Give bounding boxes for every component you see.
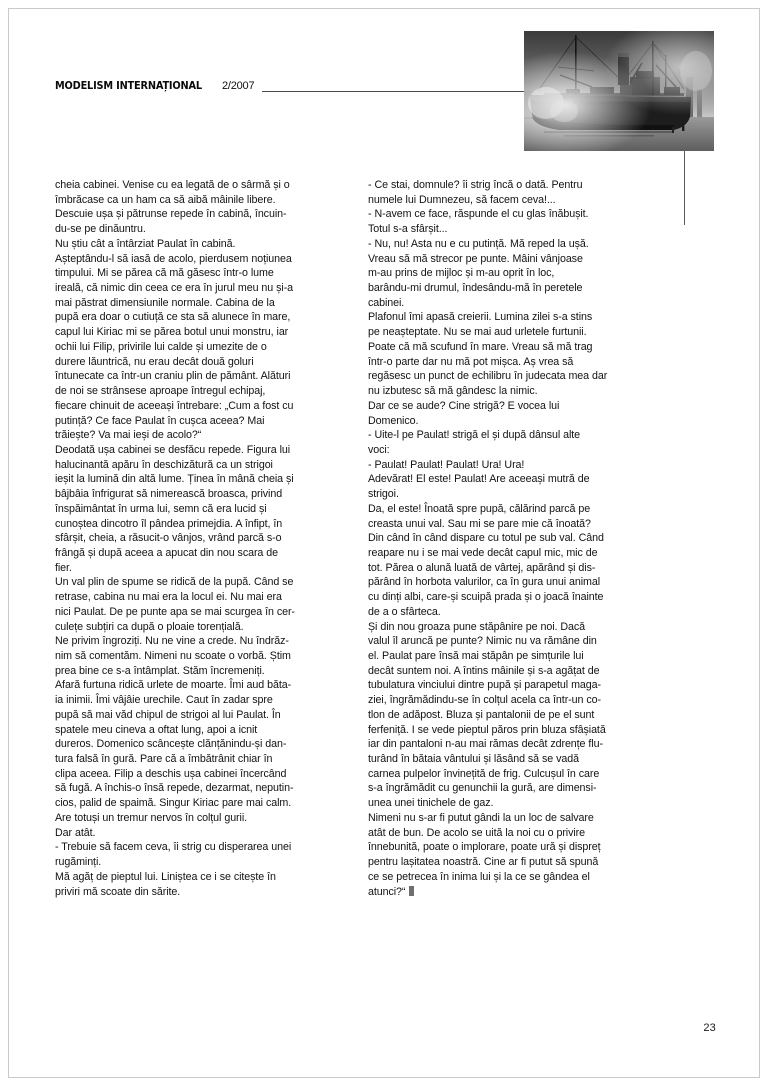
body-line: înspăimântat în urma lui, semn că era lucid și — [55, 502, 267, 515]
body-line: sfârșit, cheia, a răsucit-o vânjos, vrând parcă s-o — [55, 532, 282, 545]
body-line: cios, palid de spaimă. Singur Kiriac pare mai calm. — [55, 797, 292, 810]
body-line: putință? Ce face Paulat în cușca aceea? Mai — [55, 414, 265, 427]
body-line: creasta unui val. Sau mi se pare mie că înoată? — [368, 517, 591, 530]
body-line: fier. — [55, 561, 72, 574]
body-line: ce se petrecea în inima lui și la ce se gândea el — [368, 870, 590, 883]
body-line: nu izbutesc să mă gândesc la nimic. — [368, 385, 538, 398]
body-line: frângă și după aceea a apucat din nou scara de — [55, 546, 279, 559]
body-line: ferfeniță. I se vede pieptul păros prin bluza sfâșiată — [368, 723, 606, 736]
body-line: Are totuși un tremur nervos în colțul gurii. — [55, 811, 248, 824]
body-line: atât de bun. De acolo se uită la noi cu o privire — [368, 826, 585, 839]
body-line: Nimeni nu s-ar fi putut gândi la un loc de salvare — [368, 811, 594, 824]
body-line: Totul s-a sfârșit... — [368, 223, 448, 236]
body-line: barându-mi drumul, îndesându-mă în peretele — [368, 282, 583, 295]
end-of-article-mark — [409, 886, 414, 896]
body-line: nici Paulat. De pe punte apa se mai scurgea în cer- — [55, 605, 295, 618]
body-line: bâjbâia înfrigurat să nimerească broasca, privind — [55, 488, 283, 501]
body-line: pupă să mai văd chipul de strigoi al lui Paulat. În — [55, 708, 281, 721]
masthead-title: MODELISM INTERNAȚIONAL — [55, 80, 202, 92]
body-line: atunci?“ — [368, 885, 680, 900]
body-line: Așteptându-l să iasă de acolo, pierdusem noțiunea — [55, 252, 292, 265]
body-line: - N-avem ce face, răspunde el cu glas înăbușit. — [368, 208, 589, 221]
body-line: Afară furtuna ridică urlete de moarte. Îmi aud băta- — [55, 679, 292, 692]
body-line: ieșit la lumină din altă lume. Ținea în mână cheia și — [55, 473, 294, 486]
body-line: capul lui Kiriac mi se părea botul unui monstru, iar — [55, 326, 289, 339]
body-line: pe neașteptate. Nu se mai aud urletele furtunii. — [368, 326, 587, 339]
body-line: decât suntem noi. A întins mâinile și s-a agățat de — [368, 664, 600, 677]
body-line: s-a îngrămădit cu genunchii la gură, are dimensi- — [368, 782, 597, 795]
body-line: - Trebuie să facem ceva, îi strig cu disperarea unei — [55, 841, 292, 854]
body-line: Plafonul îmi apasă creierii. Lumina zilei s-a stins — [368, 311, 593, 324]
body-line: ia inimii. Îmi vâjâie urechile. Caut în zadar spre — [55, 694, 273, 707]
body-line: Descuie ușa și pătrunse repede în cabină, încuin- — [55, 208, 287, 221]
body-line: Ne privim îngroziți. Nu ne vine a crede. Nu îndrăz- — [55, 635, 289, 648]
body-line: cu dinți albi, care-și scuipă prada și o joacă înainte — [368, 591, 604, 604]
body-line: înnebunită, poate o implorare, poate ură și dispreț — [368, 841, 601, 854]
masthead — [55, 80, 254, 92]
body-line: ochii lui Filip, privirile lui calde și umezite de o — [55, 340, 267, 353]
steamship-illustration — [524, 31, 714, 151]
body-line: - Nu, nu! Asta nu e cu putință. Mă reped la ușă. — [368, 237, 589, 250]
body-line: m-au prins de mijloc și m-au oprit în loc, — [368, 267, 555, 280]
figure-leader-line — [684, 151, 685, 225]
body-line: clipa aceea. Filip a deschis ușa cabinei încercând — [55, 767, 287, 780]
body-line: Adevărat! El este! Paulat! Are aceeași mutră de — [368, 473, 590, 486]
body-line: valul îl aruncă pe punte? Nimic nu va rămâne din — [368, 635, 597, 648]
body-line: timpului. Mi se părea că mă găsesc într-o lume — [55, 267, 274, 280]
body-line: unea unei tinichele de gaz. — [368, 797, 494, 810]
body-line: el. Paulat pare însă mai stăpân pe simțurile lui — [368, 650, 584, 662]
body-line: pupă era doar o cutiuță ce sta să alunece în mare, — [55, 311, 291, 324]
body-line: halucinantă apăru în deschizătură ca un strigoi — [55, 458, 273, 471]
body-line: Poate că mă scufund în mare. Vreau să mă trag — [368, 340, 593, 353]
body-line: regăsesc un punct de echilibru în judecata mea dar — [368, 370, 608, 383]
body-line: să fugă. A închis-o însă repede, dezarmat, neputin- — [55, 782, 294, 795]
body-line: numele lui Dumnezeu, să facem ceva!... — [368, 193, 556, 206]
body-line: nim să comentăm. Nimeni nu scoate o vorbă. Știm — [55, 650, 291, 662]
body-line: - Uite-l pe Paulat! strigă el și după dânsul alte — [368, 429, 581, 442]
body-line: de noi se strânsese aproape întregul echipaj, — [55, 385, 266, 398]
steamship-photo — [524, 31, 714, 151]
body-line: cheia cabinei. Venise cu ea legată de o sârmă și o — [55, 179, 290, 191]
body-line: Mă agăț de pieptul lui. Liniștea ce i se citește în — [55, 870, 276, 883]
body-line: culețe subțiri ca după o ploaie torențială. — [55, 620, 244, 633]
body-line: prea bine ce s-a întâmplat. Stăm încremeniți. — [55, 664, 265, 677]
body-line: fiecare chinuit de aceeași întrebare: „Cum a fost cu — [55, 399, 294, 412]
body-line: întunecate ca într-un craniu plin de pământ. Alături — [55, 370, 291, 383]
text-column-right — [368, 178, 680, 899]
body-line: de a o sfârteca. — [368, 605, 441, 618]
body-line: Un val plin de spume se ridică de la pupă. Când se — [55, 576, 294, 589]
body-line: Domenico. — [368, 414, 419, 427]
body-line: tot. Părea o alună luată de vârtej, apărând și dis- — [368, 561, 596, 574]
body-line: cabinei. — [368, 296, 405, 309]
column-right-text — [368, 178, 680, 899]
body-line: Nu știu cât a întârziat Paulat în cabină. — [55, 237, 236, 250]
body-line: voci: — [368, 443, 390, 456]
body-line: Da, el este! Înoată spre pupă, călărind parcă pe — [368, 502, 591, 515]
column-left-text — [55, 178, 355, 899]
body-line: reapare nu i se mai vede decât capul mic, mic de — [368, 546, 598, 559]
body-line: ireală, că nimic din ceea ce era în jurul meu nu și-a — [55, 282, 294, 295]
body-line: - Paulat! Paulat! Paulat! Ura! Ura! — [368, 458, 525, 471]
text-column-left — [55, 178, 355, 899]
body-line: Dar atât. — [55, 826, 96, 839]
body-line: - Ce stai, domnule? îi strig încă o dată. Pentru — [368, 179, 583, 191]
body-line: mai păstrat dimensiunile normale. Cabina de la — [55, 296, 275, 309]
body-line: Dar ce se aude? Cine strigă? E vocea lui — [368, 399, 560, 412]
page-number: 23 — [703, 1022, 716, 1034]
body-line: într-o parte dar nu mă pot mișca. Aș vrea să — [368, 355, 574, 368]
body-line: cunoștea dincotro îl pândea primejdia. A înfipt, în — [55, 517, 283, 530]
body-line: strigoi. — [368, 488, 399, 501]
body-line: dureros. Domenico scâncește clănțănindu-și dan- — [55, 738, 287, 751]
body-line: îmbrăcase ca un ham ca să aibă mâinile libere. — [55, 193, 276, 206]
body-line: iar din pantaloni n-au mai rămas decât zdrențe flu- — [368, 738, 603, 751]
body-line: du-se pe dinăuntru. — [55, 223, 146, 236]
body-line: turând în bătaia vântului și lăsând să se vadă — [368, 753, 580, 766]
body-line: Deodată ușa cabinei se desfăcu repede. Figura lui — [55, 443, 291, 456]
body-line: pentru lașitatea noastră. Cine ar fi putut să spună — [368, 856, 599, 869]
body-line: spatele meu cineva a oftat lung, apoi a icnit — [55, 723, 258, 736]
body-line: Vreau să mă strecor pe punte. Mâini vânjoase — [368, 252, 583, 265]
figure-steamship — [524, 31, 714, 151]
body-line: ziei, îngrămădindu-se în colțul acela ca într-un co- — [368, 694, 601, 707]
body-line: trăiește? Va mai ieși de acolo?“ — [55, 429, 202, 442]
body-line: Din când în când dispare cu totul pe sub val. Când — [368, 532, 604, 545]
body-line: retrase, cabina nu mai era la locul ei. Nu mai era — [55, 591, 282, 604]
body-line: Și din nou groaza pune stăpânire pe noi. Dacă — [368, 620, 586, 633]
body-line: durere lăuntrică, nu erau decât două goluri — [55, 355, 254, 368]
body-line: tura falsă în gură. Pare că a îmbătrânit chiar în — [55, 753, 273, 766]
body-line: carnea pulpelor învinețită de frig. Culcușul în care — [368, 767, 600, 780]
body-line: părând în horbota valurilor, ca în gura unui animal — [368, 576, 600, 589]
body-line: rugăminți. — [55, 856, 102, 869]
body-line: tubulatura vinciului dintre pupă și parapetul maga- — [368, 679, 601, 692]
body-line: tlon de adăpost. Bluza și pantalonii de pe el sunt — [368, 708, 595, 721]
body-line: priviri mă scoate din sărite. — [55, 885, 181, 898]
masthead-issue: 2/2007 — [221, 80, 255, 92]
